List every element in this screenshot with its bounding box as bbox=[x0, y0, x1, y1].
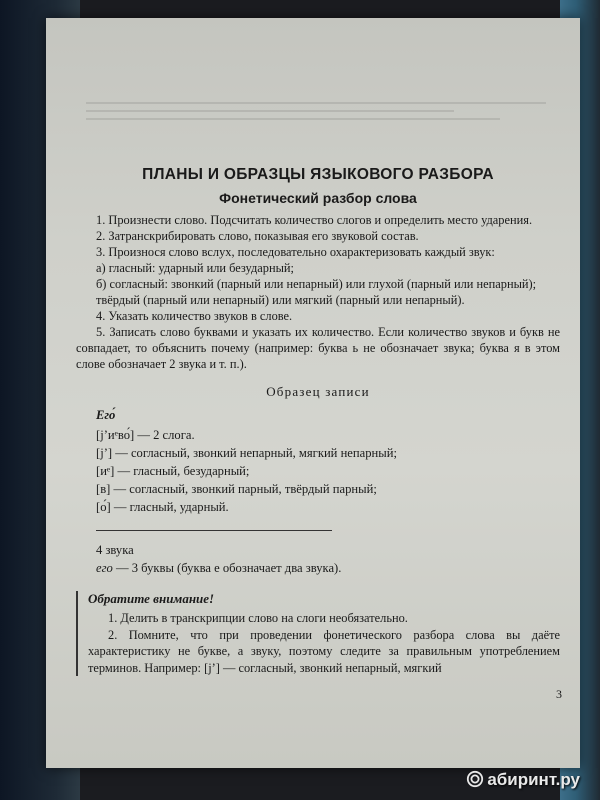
watermark-text: абиринт.ру bbox=[487, 770, 580, 789]
sample-line: [j’] — согласный, звонкий непарный, мягкий непарный; bbox=[96, 446, 397, 460]
step-3: 3. Произнося слово вслух, последовательно охарактеризовать каждый звук: bbox=[96, 245, 495, 259]
sample-line: [в] — согласный, звонкий парный, твёрдый парный; bbox=[96, 482, 377, 496]
sub-item-a: а) гласный: ударный или безударный; bbox=[96, 261, 294, 275]
page-content bbox=[76, 166, 560, 676]
sample-line: [о́] — гласный, ударный. bbox=[96, 500, 229, 514]
sample-line: [j’иᵉво́] — 2 слога. bbox=[96, 428, 195, 442]
note-line-2: 2. Помните, что при проведении фонетического разбора слова вы даёте характеристику не букве, а звуку, поэтому следите за правильным употреблением терминов. Например: [j’] — согласный, звонкий непарный, мягкий bbox=[88, 627, 560, 675]
step-4: 4. Указать количество звуков в слове. bbox=[96, 309, 293, 323]
step-1: 1. Произнести слово. Подсчитать количество слогов и определить место ударения. bbox=[96, 213, 533, 227]
sample-word: Его́ bbox=[96, 408, 116, 422]
step-5: 5. Записать слово буквами и указать их количество. Если количество звуков и букв не совпадает, то объяснить почему (например: буква ь не обозначает звука; буква я в этом слове обозначает 2 звука и т. п.). bbox=[76, 325, 560, 371]
bleed-through-text bbox=[86, 96, 546, 146]
sample-block bbox=[76, 406, 560, 516]
sample-title: Образец записи bbox=[266, 384, 370, 399]
note-line-1: 1. Делить в транскрипции слово на слоги необязательно. bbox=[108, 611, 408, 625]
letters-rest: — 3 буквы (буква е обозначает два звука). bbox=[112, 561, 342, 575]
section-subtitle: Фонетический разбор слова bbox=[219, 190, 417, 206]
book-page bbox=[46, 18, 580, 768]
step-2: 2. Затранскрибировать слово, показывая его звуковой состав. bbox=[96, 229, 419, 243]
sample-line: [иᵉ] — гласный, безударный; bbox=[96, 464, 250, 478]
divider bbox=[96, 530, 332, 531]
count-block bbox=[76, 541, 560, 577]
letter-count bbox=[96, 559, 560, 577]
letters-word: его bbox=[96, 561, 113, 575]
page-title: ПЛАНЫ И ОБРАЗЦЫ ЯЗЫКОВОГО РАЗБОРА bbox=[142, 166, 494, 183]
sub-item-b: б) согласный: звонкий (парный или непарный) или глухой (парный или непарный); bbox=[96, 277, 537, 291]
page-number: 3 bbox=[556, 687, 562, 701]
watermark bbox=[466, 770, 580, 790]
sub-item-c: твёрдый (парный или непарный) или мягкий (парный или непарный). bbox=[96, 293, 465, 307]
attention-note bbox=[76, 591, 560, 676]
note-title: Обратите внимание! bbox=[88, 591, 215, 606]
sound-count: 4 звука bbox=[96, 543, 134, 557]
labyrinth-logo-icon bbox=[466, 770, 484, 788]
